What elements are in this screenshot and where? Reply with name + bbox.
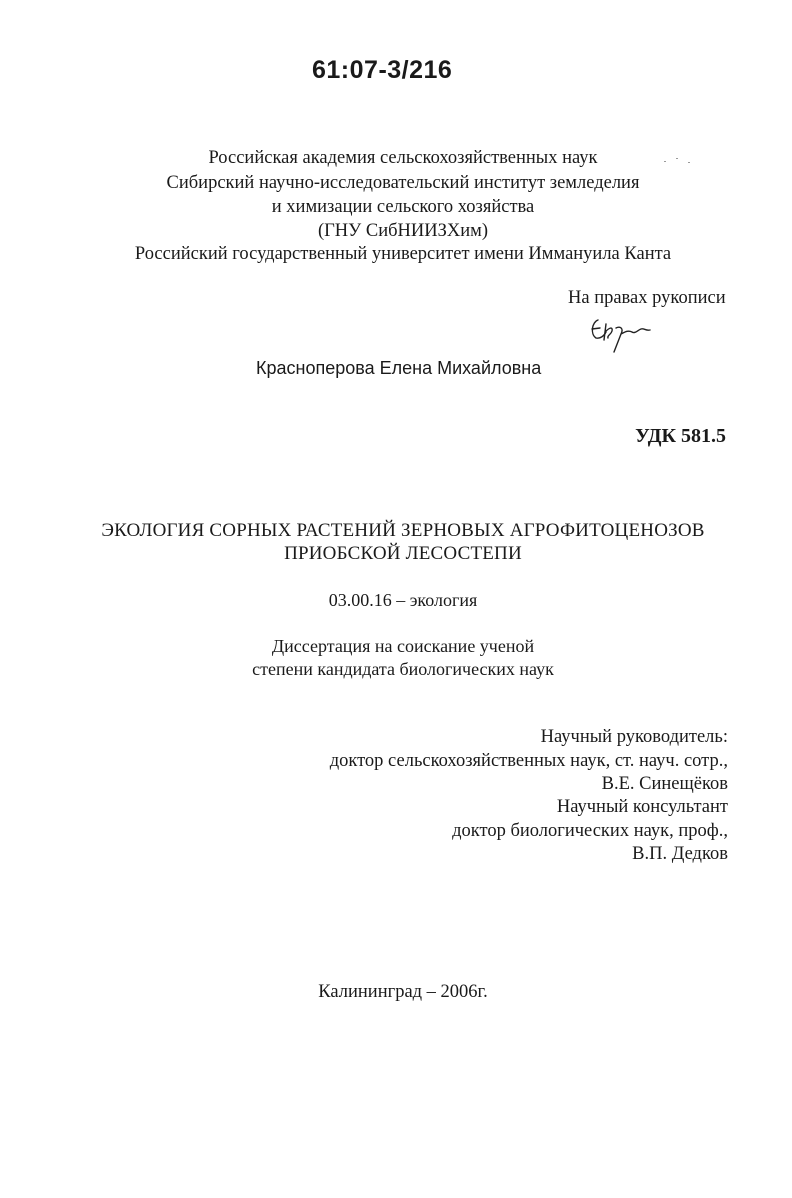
institution-line-institute: Сибирский научно-исследовательский институт земледелия [166, 173, 640, 193]
scan-speck [676, 158, 678, 159]
author-name: Красноперова Елена Михайловна [256, 358, 542, 378]
degree-line-1: Диссертация на соискание ученой [271, 636, 535, 656]
degree-line-2: степени кандидата биологических наук [252, 659, 554, 679]
consultant-heading: Научный консультант [556, 797, 728, 817]
consultant-name: В.П. Дедков [632, 844, 728, 864]
supervisor-heading: Научный руководитель: [540, 727, 728, 747]
institution-line-academy: Российская академия сельскохозяйственных наук [208, 148, 598, 168]
handwritten-signature [584, 312, 654, 358]
dissertation-title-line-2: ПРИОБСКОЙ ЛЕСОСТЕПИ [284, 543, 522, 564]
institution-line-university: Российский государственный университет имени Иммануила Канта [134, 244, 672, 264]
specialty-code: 03.00.16 – экология [328, 590, 478, 610]
supervisor-name: В.Е. Синещёков [601, 774, 728, 794]
consultant-degree: доктор биологических наук, проф., [452, 821, 728, 841]
dissertation-title-line-1: ЭКОЛОГИЯ СОРНЫХ РАСТЕНИЙ ЗЕРНОВЫХ АГРОФИТОЦЕНОЗОВ [101, 520, 705, 541]
city-and-year: Калининград – 2006г. [318, 982, 488, 1002]
catalog-code-stamp: 61:07-3/216 [312, 56, 453, 84]
scan-speck [664, 161, 666, 162]
institution-line-institute-cont: и химизации сельского хозяйства [271, 197, 535, 217]
institution-line-abbreviation: (ГНУ СибНИИЗХим) [317, 221, 489, 241]
scan-speck [688, 162, 690, 163]
supervisor-degree: доктор сельскохозяйственных наук, ст. науч. сотр., [329, 751, 728, 771]
udk-code: УДК 581.5 [635, 425, 726, 447]
manuscript-rights-note: На правах рукописи [568, 288, 726, 308]
